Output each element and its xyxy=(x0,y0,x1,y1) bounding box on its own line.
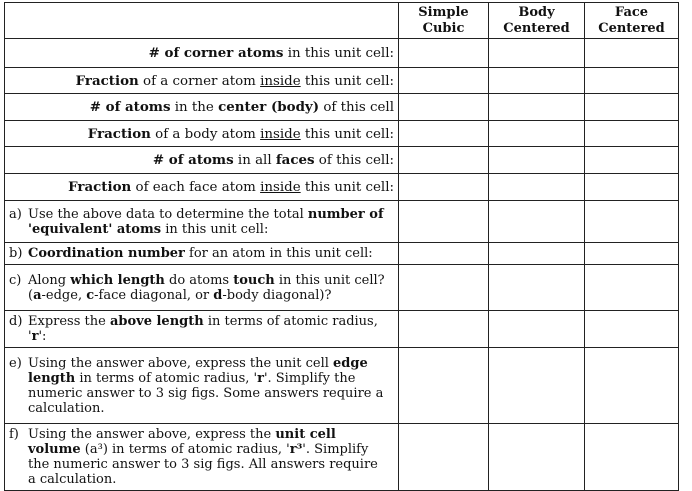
q-bold: 'equivalent' atoms xyxy=(28,221,162,237)
question-b xyxy=(5,243,399,265)
question-letter: c) xyxy=(9,272,22,288)
q-bold: above length xyxy=(109,314,204,329)
answer-cell[interactable] xyxy=(399,94,489,121)
question-e xyxy=(5,348,399,424)
answer-cell[interactable] xyxy=(399,147,489,174)
table-row xyxy=(5,147,679,174)
row-label-corner-atoms xyxy=(5,39,399,68)
answer-cell[interactable] xyxy=(489,39,585,68)
q-bold: number of xyxy=(307,206,384,222)
table-row xyxy=(5,39,679,68)
table-row xyxy=(5,311,679,348)
label-bold: # of atoms xyxy=(89,99,171,115)
q-bold: unit cell volume xyxy=(28,427,336,457)
q-text: Along xyxy=(28,272,71,288)
header-body-centered xyxy=(489,3,585,39)
q-bold: r xyxy=(257,370,264,386)
header-face-centered-text: Face Centered xyxy=(598,4,665,36)
label-text: of each face atom xyxy=(131,180,261,195)
answer-cell[interactable] xyxy=(489,424,585,491)
answer-cell[interactable] xyxy=(399,121,489,147)
table-row xyxy=(5,243,679,265)
q-text: do atoms xyxy=(164,272,234,288)
q-bold: which length xyxy=(70,272,165,288)
answer-cell[interactable] xyxy=(585,121,679,147)
table-row xyxy=(5,265,679,311)
q-bold: c xyxy=(86,287,95,303)
answer-cell[interactable] xyxy=(489,243,585,265)
answer-cell[interactable] xyxy=(489,147,585,174)
row-label-body-fraction xyxy=(5,121,399,147)
question-text xyxy=(28,273,386,303)
question-text xyxy=(28,246,386,261)
q-text: (a³) in terms of atomic radius, ' xyxy=(80,442,290,457)
table-row xyxy=(5,348,679,424)
header-face-centered xyxy=(585,3,679,39)
answer-cell[interactable] xyxy=(489,348,585,424)
answer-cell[interactable] xyxy=(399,348,489,424)
label-underlined: inside xyxy=(260,73,301,89)
label-underlined: inside xyxy=(260,126,301,142)
q-text: Use the above data to determine the total xyxy=(28,206,308,222)
label-text: of a corner atom xyxy=(138,73,261,89)
label-text: this unit cell: xyxy=(300,73,394,89)
answer-cell[interactable] xyxy=(489,265,585,311)
answer-cell[interactable] xyxy=(585,311,679,348)
label-bold: center (body) xyxy=(218,99,320,115)
q-text: in terms of atomic radius, ' xyxy=(28,314,378,344)
answer-cell[interactable] xyxy=(585,348,679,424)
label-bold: faces xyxy=(275,152,315,168)
q-text: -face diagonal, or xyxy=(94,287,214,303)
header-row xyxy=(5,3,679,39)
q-bold: edge length xyxy=(28,355,368,386)
answer-cell[interactable] xyxy=(399,265,489,311)
answer-cell[interactable] xyxy=(399,311,489,348)
answer-cell[interactable] xyxy=(585,174,679,201)
answer-cell[interactable] xyxy=(585,201,679,243)
answer-cell[interactable] xyxy=(585,265,679,311)
question-letter: d) xyxy=(9,314,23,329)
label-text: this unit cell: xyxy=(300,126,394,142)
q-text: Using the answer above, express the xyxy=(28,427,276,442)
answer-cell[interactable] xyxy=(489,121,585,147)
question-letter: e) xyxy=(9,355,22,371)
question-text xyxy=(28,356,386,416)
q-bold: touch xyxy=(233,272,275,288)
label-text: of this cell xyxy=(319,100,394,115)
label-text: in this unit cell: xyxy=(283,46,394,61)
q-bold: a xyxy=(33,287,42,303)
table-row xyxy=(5,201,679,243)
table-row xyxy=(5,121,679,147)
answer-cell[interactable] xyxy=(399,174,489,201)
q-bold: r³ xyxy=(289,442,303,457)
label-underlined: inside xyxy=(260,180,301,195)
blank-header-cell xyxy=(5,3,399,39)
unit-cell-worksheet-table xyxy=(4,2,679,491)
table-row xyxy=(5,94,679,121)
answer-cell[interactable] xyxy=(585,94,679,121)
answer-cell[interactable] xyxy=(489,68,585,94)
q-text: in this unit cell: xyxy=(161,221,269,237)
table-row xyxy=(5,424,679,491)
q-bold: d xyxy=(213,287,223,303)
question-letter: f) xyxy=(9,427,19,442)
label-bold: # of corner atoms xyxy=(148,45,284,61)
label-bold: Fraction xyxy=(68,179,132,195)
header-simple-cubic xyxy=(399,3,489,39)
row-label-face-fraction xyxy=(5,174,399,201)
answer-cell[interactable] xyxy=(399,39,489,68)
label-text: of this cell: xyxy=(314,153,394,168)
q-text: Express the xyxy=(28,314,110,329)
q-bold: r xyxy=(31,329,39,344)
answer-cell[interactable] xyxy=(489,311,585,348)
q-text: in this unit cell? ( xyxy=(28,272,385,303)
table-row xyxy=(5,68,679,94)
answer-cell[interactable] xyxy=(585,243,679,265)
answer-cell[interactable] xyxy=(585,68,679,94)
q-text: ': xyxy=(38,329,47,344)
question-text xyxy=(28,207,386,237)
question-c xyxy=(5,265,399,311)
question-text xyxy=(28,427,386,487)
question-letter: b) xyxy=(9,246,23,261)
answer-cell[interactable] xyxy=(489,94,585,121)
q-text: '. Simplify the numeric answer to 3 sig figs. All answers require a calculation. xyxy=(28,442,378,487)
label-text: of a body atom xyxy=(150,126,261,142)
q-bold: Coordination number xyxy=(28,246,185,261)
answer-cell[interactable] xyxy=(585,147,679,174)
row-label-face-atoms xyxy=(5,147,399,174)
question-f xyxy=(5,424,399,491)
answer-cell[interactable] xyxy=(399,201,489,243)
answer-cell[interactable] xyxy=(489,201,585,243)
question-text xyxy=(28,314,386,344)
answer-cell[interactable] xyxy=(399,68,489,94)
label-text: in all xyxy=(233,153,276,168)
row-label-body-atoms xyxy=(5,94,399,121)
question-letter: a) xyxy=(9,206,22,222)
q-text: '. Simplify the numeric answer to 3 sig figs. Some answers require a calculation. xyxy=(28,370,384,416)
answer-cell[interactable] xyxy=(585,39,679,68)
label-text: in the xyxy=(170,100,219,115)
label-bold: # of atoms xyxy=(152,152,234,168)
answer-cell[interactable] xyxy=(399,424,489,491)
q-text: in terms of atomic radius, ' xyxy=(75,370,258,386)
answer-cell[interactable] xyxy=(489,174,585,201)
label-bold: Fraction xyxy=(75,72,139,89)
q-text: -body diagonal)? xyxy=(222,287,332,303)
q-text: for an atom in this unit cell: xyxy=(184,246,373,261)
question-d xyxy=(5,311,399,348)
table-row xyxy=(5,174,679,201)
answer-cell[interactable] xyxy=(585,424,679,491)
q-text: -edge, xyxy=(41,287,87,303)
question-a xyxy=(5,201,399,243)
q-text: Using the answer above, express the unit cell xyxy=(28,355,334,371)
label-bold: Fraction xyxy=(87,125,151,142)
header-simple-cubic-text: Simple Cubic xyxy=(418,4,469,36)
header-body-centered-text: Body Centered xyxy=(503,4,570,36)
answer-cell[interactable] xyxy=(399,243,489,265)
row-label-corner-fraction xyxy=(5,68,399,94)
label-text: this unit cell: xyxy=(300,180,394,195)
